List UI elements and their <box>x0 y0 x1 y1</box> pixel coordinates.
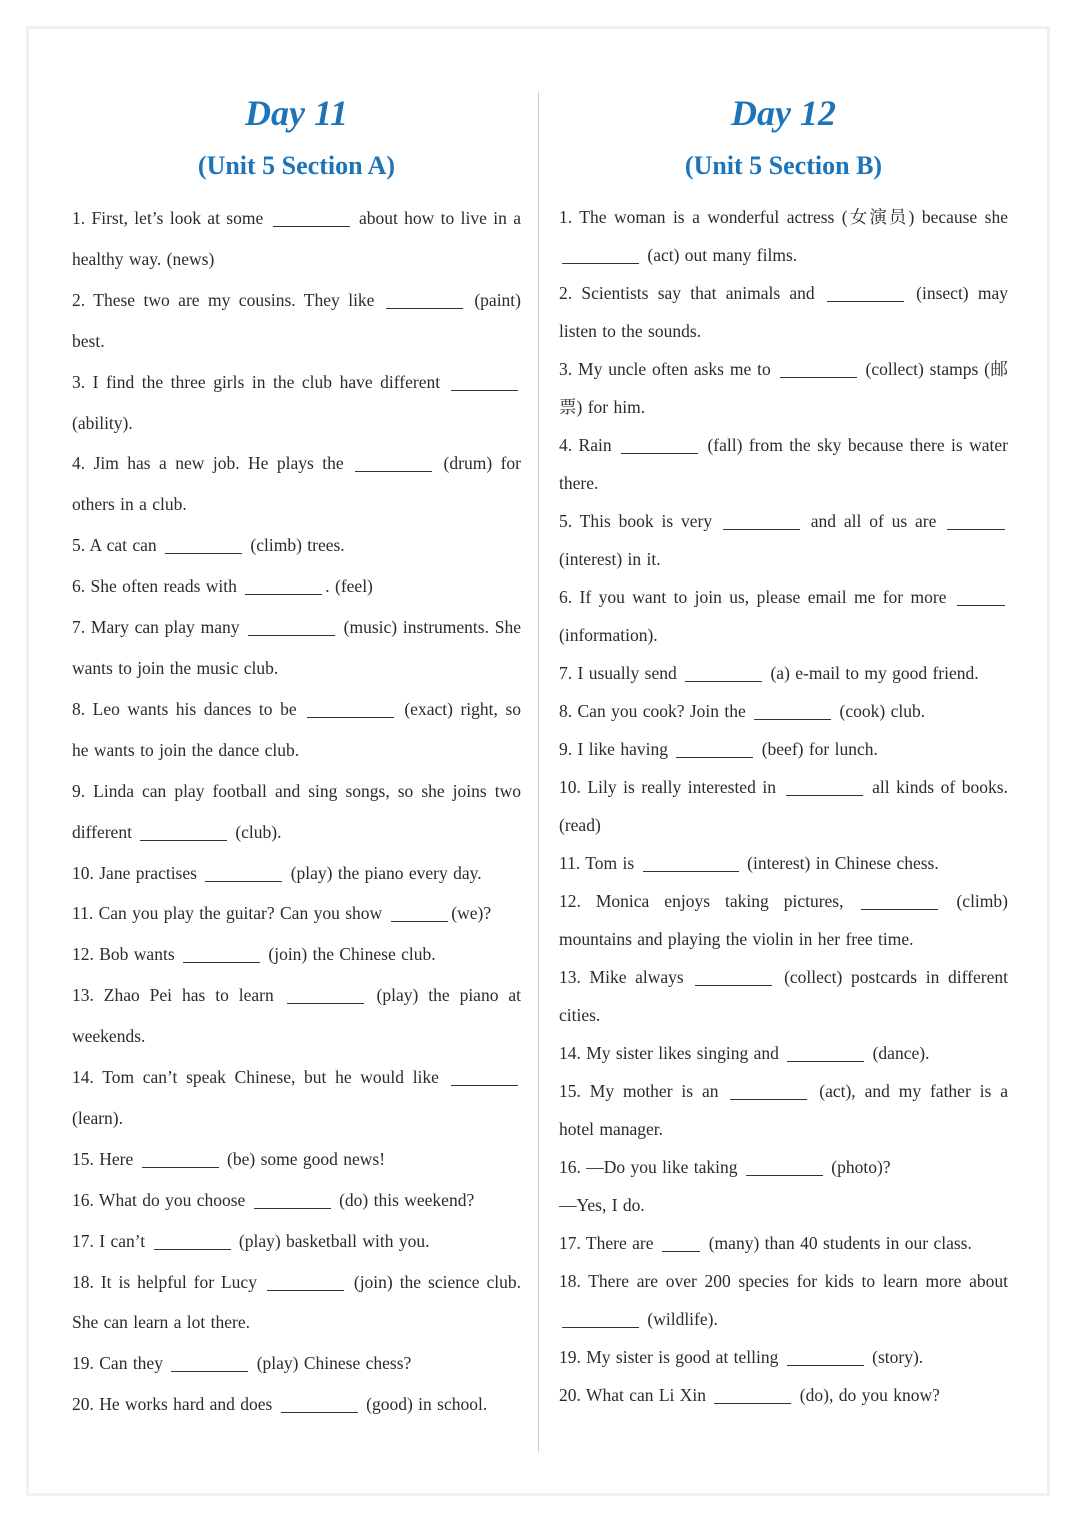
question-item: 15. My mother is an (act), and my father is a hotel manager. <box>559 1081 1008 1139</box>
question-item: 19. Can they (play) Chinese chess? <box>72 1353 412 1374</box>
answer-blank <box>154 1231 231 1250</box>
answer-blank <box>947 512 1005 531</box>
answer-blank <box>695 968 772 987</box>
question-item: 7. Mary can play many (music) instruments. She wants to join the music club. <box>72 617 521 678</box>
answer-blank <box>267 1272 344 1291</box>
answer-blank <box>165 536 242 555</box>
answer-blank <box>714 1386 791 1405</box>
answer-blank <box>780 360 857 379</box>
answer-blank <box>562 246 639 265</box>
question-item: 11. Can you play the guitar? Can you show (we)? <box>72 903 492 924</box>
question-item: 3. My uncle often asks me to (collect) stamps (邮票) for him. <box>559 359 1009 417</box>
answer-blank <box>861 892 938 911</box>
question-item: 11. Tom is (interest) in Chinese chess. <box>559 853 939 873</box>
question-item: 15. Here (be) some good news! <box>72 1148 386 1169</box>
answer-blank <box>171 1354 248 1373</box>
question-item: 10. Jane practises (play) the piano every day. <box>72 862 482 883</box>
question-item: 8. Can you cook? Join the (cook) club. <box>559 701 926 721</box>
question-item: 4. Jim has a new job. He plays the (drum) for others in a club. <box>72 453 521 515</box>
answer-blank <box>142 1149 219 1168</box>
answer-blank <box>254 1190 331 1209</box>
answer-blank <box>957 588 1005 607</box>
column-divider <box>538 92 539 1452</box>
day-11-title: Day 11 <box>245 93 348 133</box>
answer-blank <box>245 577 322 596</box>
answer-blank <box>643 854 739 873</box>
question-item: 17. There are (many) than 40 students in our class. <box>559 1233 972 1253</box>
answer-blank <box>205 863 282 882</box>
question-item: 14. Tom can’t speak Chinese, but he would like (learn). <box>72 1057 521 1139</box>
question-item: 1. First, let’s look at some about how to live in a healthy way. (news) <box>72 208 521 269</box>
day-11-section-title: (Unit 5 Section A) <box>197 151 396 180</box>
answer-blank <box>451 1068 518 1087</box>
answer-blank <box>827 284 904 303</box>
day-12-column <box>559 92 1008 1414</box>
question-item: 9. I like having (beef) for lunch. <box>559 739 878 759</box>
question-item: 20. What can Li Xin (do), do you know? <box>559 1385 940 1405</box>
question-item: 6. She often reads with . (feel) <box>72 576 373 597</box>
day-11-question-list <box>72 198 521 1425</box>
question-item: 16. —Do you like taking (photo)? <box>559 1157 891 1177</box>
question-item: 8. Leo wants his dances to be (exact) right, so he wants to join the dance club. <box>72 698 521 760</box>
answer-blank <box>183 945 260 964</box>
answer-blank <box>287 986 364 1005</box>
answer-blank <box>386 290 463 309</box>
question-item: 16. What do you choose (do) this weekend? <box>72 1189 475 1210</box>
question-item: 12. Bob wants (join) the Chinese club. <box>72 944 436 965</box>
question-item: 2. These two are my cousins. They like (paint) best. <box>72 289 521 351</box>
question-item: 12. Monica enjoys taking pictures, (climb) mountains and playing the violin in her free time. <box>559 891 1008 949</box>
answer-blank <box>786 778 863 797</box>
answer-blank <box>140 822 227 841</box>
question-item: 3. I find the three girls in the club have different (ability). <box>72 362 521 444</box>
answer-blank <box>391 904 449 923</box>
question-item: 1. The woman is a wonderful actress (女演员) because she (act) out many films. <box>559 207 1008 265</box>
question-item: 13. Zhao Pei has to learn (play) the piano at weekends. <box>72 985 521 1047</box>
day-11-column <box>72 92 521 1425</box>
question-item: —Yes, I do. <box>559 1195 645 1215</box>
question-item: 18. There are over 200 species for kids to learn more about (wildlife). <box>559 1271 1008 1329</box>
answer-blank <box>307 699 394 718</box>
answer-blank <box>754 702 831 721</box>
question-item: 20. He works hard and does (good) in school. <box>72 1394 488 1415</box>
answer-blank <box>676 740 753 759</box>
question-item: 7. I usually send (a) e-mail to my good friend. <box>559 663 979 683</box>
question-item: 10. Lily is really interested in all kinds of books. (read) <box>559 777 1008 835</box>
answer-blank <box>451 372 518 391</box>
answer-blank <box>787 1044 864 1063</box>
answer-blank <box>355 454 432 473</box>
day-12-question-list <box>559 198 1008 1414</box>
answer-blank <box>621 436 698 455</box>
question-item: 5. This book is very and all of us are (interest) in it. <box>559 502 1008 578</box>
question-item: 18. It is helpful for Lucy (join) the science club. She can learn a lot there. <box>72 1271 521 1333</box>
day-12-section-title: (Unit 5 Section B) <box>684 151 883 180</box>
answer-blank <box>730 1082 807 1101</box>
answer-blank <box>746 1158 823 1177</box>
question-item: 6. If you want to join us, please email me for more (information). <box>559 578 1008 654</box>
answer-blank <box>248 618 335 637</box>
question-item: 17. I can’t (play) basketball with you. <box>72 1230 430 1251</box>
answer-blank <box>562 1310 639 1329</box>
question-item: 9. Linda can play football and sing songs, so she joins two different (club). <box>72 780 521 842</box>
question-item: 4. Rain (fall) from the sky because there is water there. <box>559 435 1008 493</box>
answer-blank <box>273 209 350 228</box>
answer-blank <box>685 664 762 683</box>
question-item: 19. My sister is good at telling (story). <box>559 1347 924 1367</box>
answer-blank <box>281 1395 358 1414</box>
day-12-title: Day 12 <box>731 93 836 133</box>
question-item: 5. A cat can (climb) trees. <box>72 535 345 556</box>
question-item: 13. Mike always (collect) postcards in different cities. <box>559 967 1008 1025</box>
question-item: 2. Scientists say that animals and (insect) may listen to the sounds. <box>559 283 1009 341</box>
answer-blank <box>787 1348 864 1367</box>
answer-blank <box>662 1234 701 1253</box>
question-item: 14. My sister likes singing and (dance). <box>559 1043 930 1063</box>
answer-blank <box>723 512 800 531</box>
